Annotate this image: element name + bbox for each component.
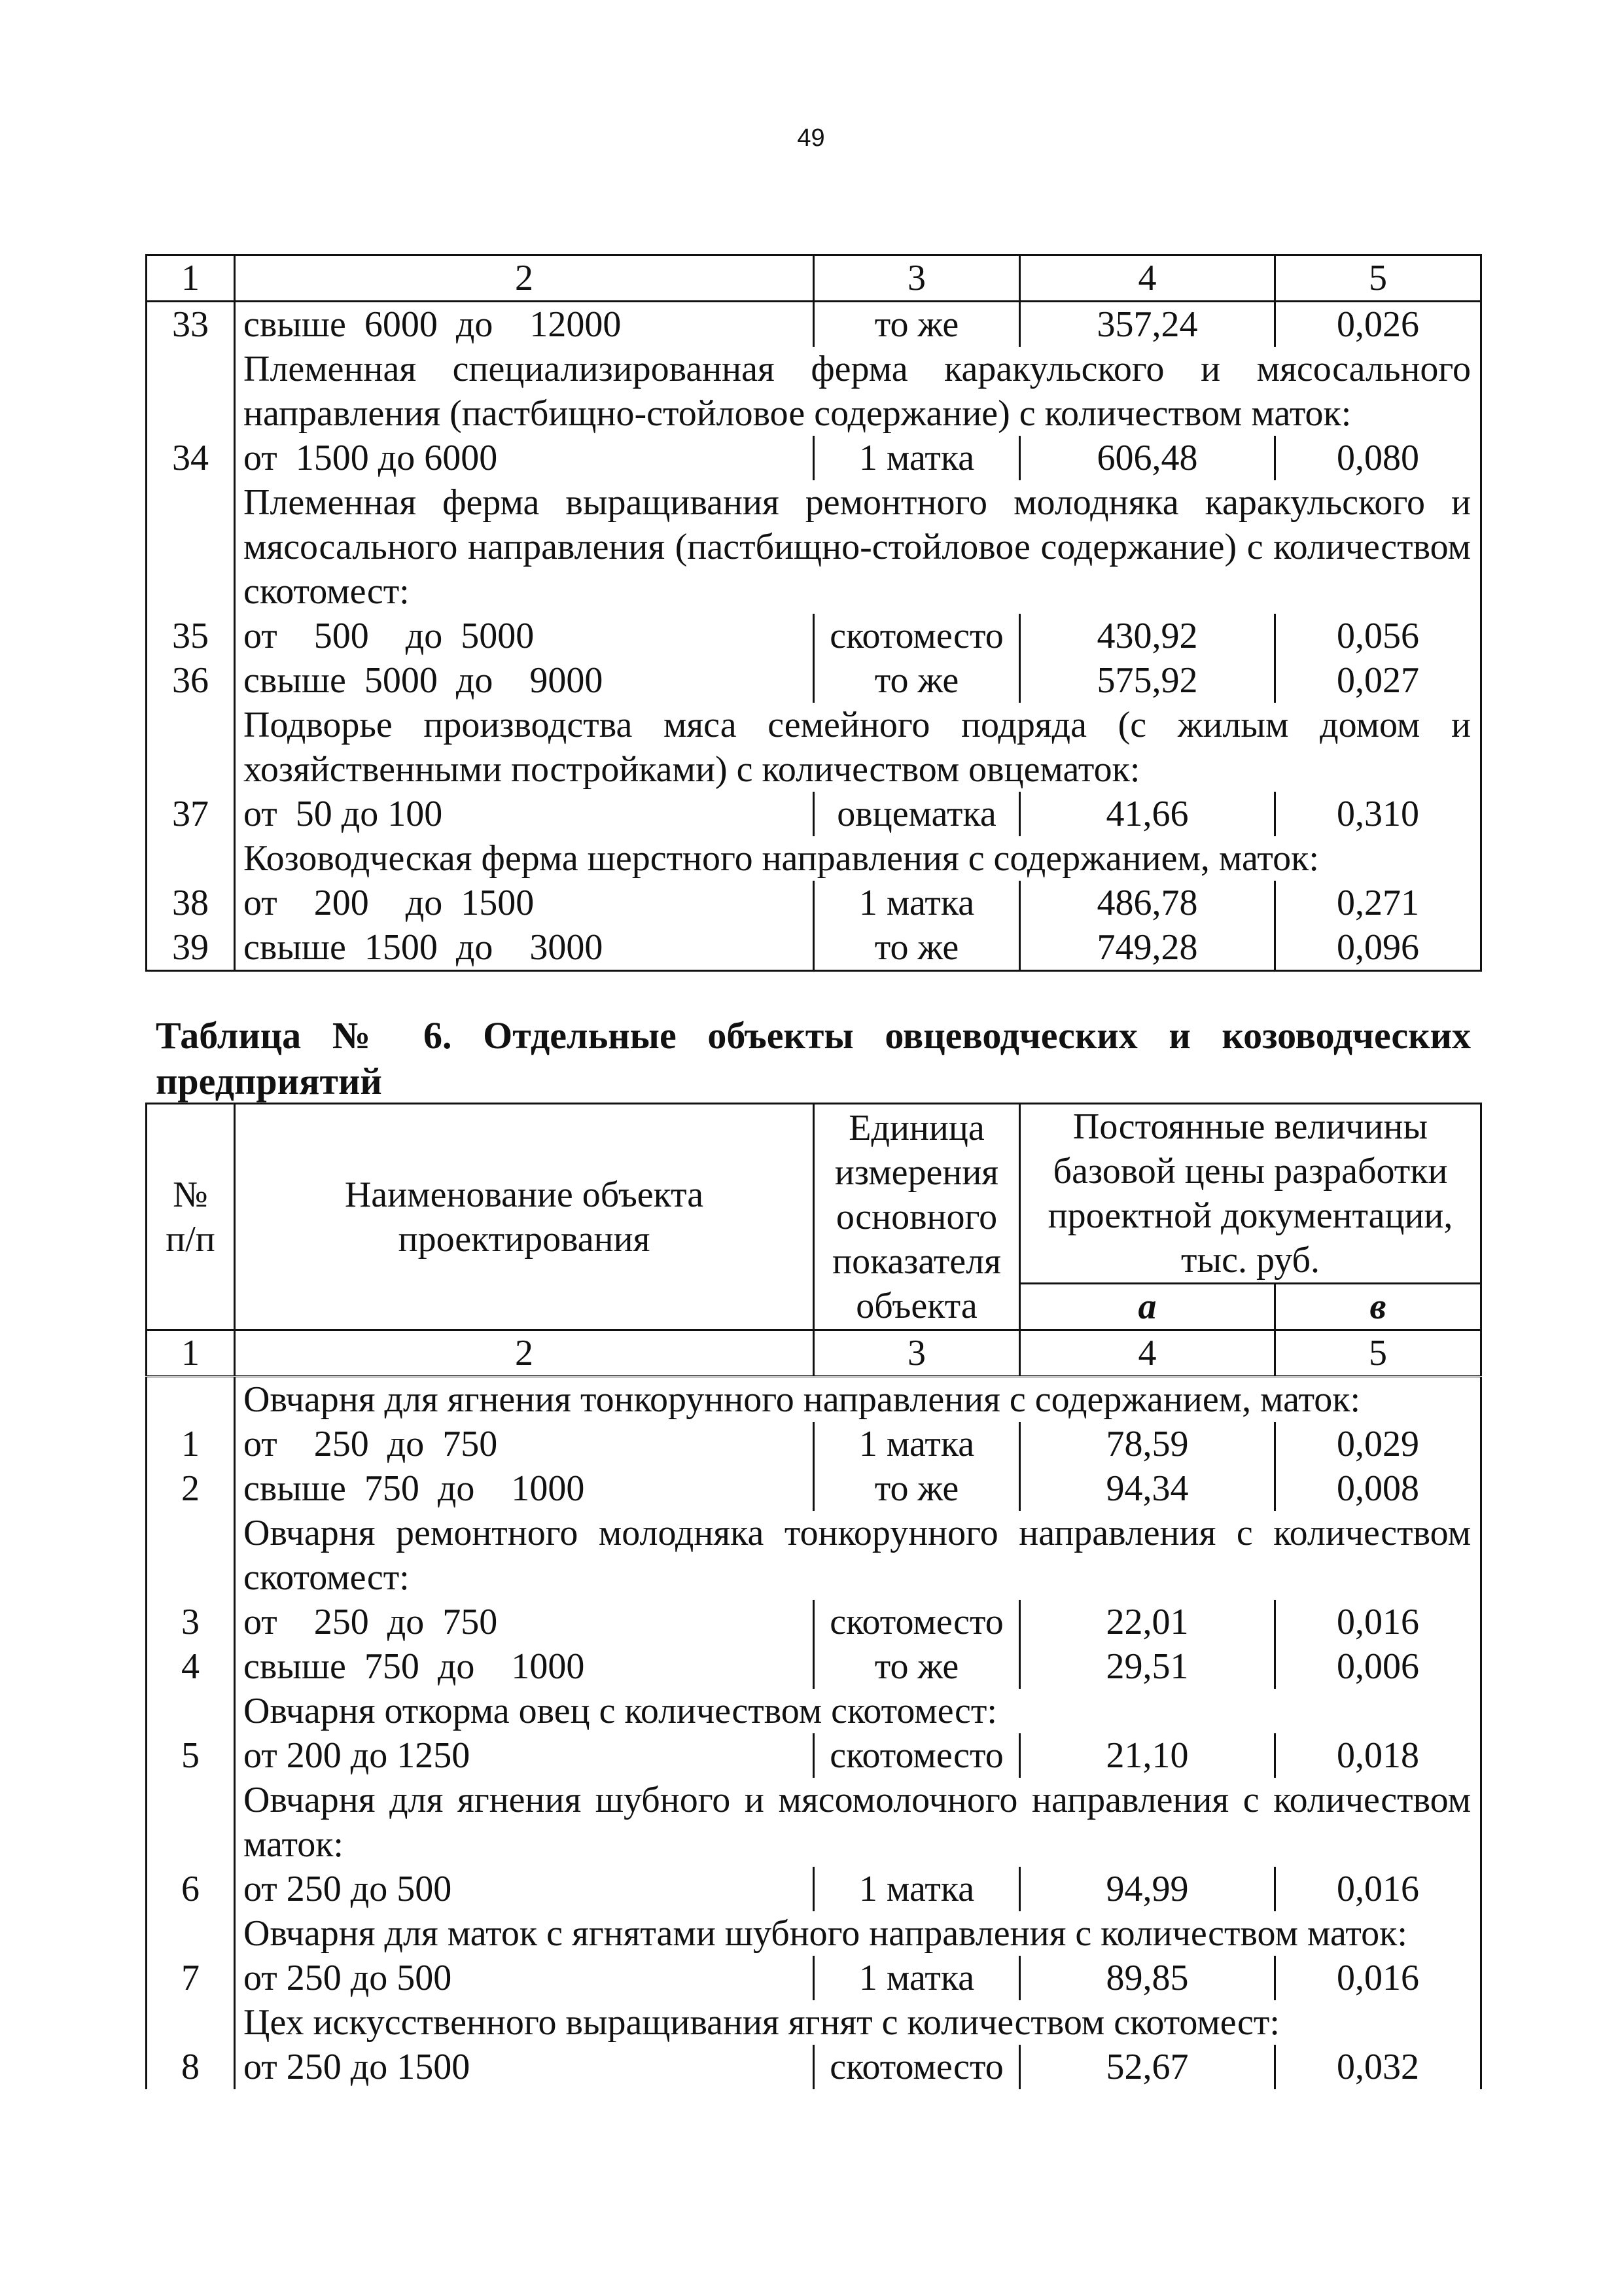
- table6-column-numbers: [147, 1330, 1481, 1377]
- table6-header-num: № п/п: [147, 1104, 235, 1330]
- row-number-cell: [147, 703, 235, 792]
- page-number: 49: [797, 124, 825, 152]
- object-name: от 500 до 5000: [243, 616, 535, 656]
- group-heading-row: [147, 1511, 1481, 1600]
- group-heading-text: Овчарня для ягнения тонкорунного направления с содержанием, маток:: [243, 1379, 1361, 1420]
- colnum-4: 4: [1020, 1330, 1275, 1377]
- table6-header-unit: Единица измерения основного показателя объекта: [814, 1104, 1020, 1330]
- colnum-5: 5: [1275, 255, 1481, 302]
- group-heading-row: [147, 347, 1481, 436]
- object-name: свыше 1500 до 3000: [243, 927, 603, 968]
- group-heading-text: Овчарня для маток с ягнятами шубного направления с количеством маток:: [243, 1913, 1407, 1954]
- row-number-cell: [147, 2000, 235, 2045]
- row-number: 8: [147, 2045, 235, 2089]
- base-price-a: 21,10: [1020, 1733, 1275, 1778]
- object-name: от 200 до 1250: [243, 1735, 470, 1776]
- table-row: [147, 1422, 1481, 1466]
- base-price-b: 0,016: [1275, 1600, 1481, 1644]
- unit-of-measure: скотоместо: [814, 2045, 1020, 2089]
- table-row: [147, 792, 1481, 836]
- group-heading-text: Племенная ферма выращивания ремонтного молодняка каракульского и мясосального направления (пастбищно-стойловое содержание) с количеством скотомест:: [243, 482, 1471, 612]
- row-number: 4: [147, 1644, 235, 1689]
- object-name: от 250 до 500: [243, 1958, 452, 1998]
- row-number-cell: [147, 1689, 235, 1733]
- unit-of-measure: 1 матка: [814, 1422, 1020, 1466]
- unit-of-measure: то же: [814, 658, 1020, 703]
- row-number-cell: [147, 1511, 235, 1600]
- row-number-cell: [147, 836, 235, 881]
- table-row: [147, 1600, 1481, 1644]
- row-number-cell: [147, 1911, 235, 1956]
- table6-caption-line2: предприятий: [156, 1060, 382, 1103]
- row-number: 38: [147, 881, 235, 925]
- base-price-b: 0,016: [1275, 1867, 1481, 1911]
- table6-caption: [156, 1013, 1471, 1104]
- object-name: от 250 до 1500: [243, 2047, 470, 2087]
- table6-caption-line1: Таблица № 6. Отдельные объекты овцеводческих и козоводческих: [156, 1014, 1471, 1057]
- base-price-a: 29,51: [1020, 1644, 1275, 1689]
- table-row: [147, 614, 1481, 658]
- table-row: [147, 1867, 1481, 1911]
- group-heading-row: [147, 1689, 1481, 1733]
- colnum-3: 3: [814, 1330, 1020, 1377]
- unit-of-measure: то же: [814, 925, 1020, 971]
- table-row: [147, 436, 1481, 480]
- group-heading-text: Овчарня откорма овец с количеством скотомест:: [243, 1691, 997, 1731]
- object-name: от 50 до 100: [243, 794, 443, 834]
- row-number-cell: [147, 480, 235, 614]
- table6-subheader-a: а: [1020, 1284, 1275, 1330]
- table-row: [147, 881, 1481, 925]
- base-price-b: 0,018: [1275, 1733, 1481, 1778]
- base-price-b: 0,310: [1275, 792, 1481, 836]
- row-number: 7: [147, 1956, 235, 2000]
- row-number-cell: [147, 1778, 235, 1867]
- base-price-a: 94,99: [1020, 1867, 1275, 1911]
- base-price-b: 0,029: [1275, 1422, 1481, 1466]
- row-number: 34: [147, 436, 235, 480]
- base-price-b: 0,026: [1275, 302, 1481, 347]
- row-number: 2: [147, 1466, 235, 1511]
- base-price-b: 0,006: [1275, 1644, 1481, 1689]
- base-price-b: 0,008: [1275, 1466, 1481, 1511]
- row-number: 3: [147, 1600, 235, 1644]
- group-heading-row: [147, 1911, 1481, 1956]
- row-number: 1: [147, 1422, 235, 1466]
- table-row: [147, 1466, 1481, 1511]
- table6-header-name: Наименование объекта проектирования: [235, 1104, 814, 1330]
- group-heading-text: Цех искусственного выращивания ягнят с количеством скотомест:: [243, 2002, 1280, 2043]
- base-price-a: 430,92: [1020, 614, 1275, 658]
- table-row: [147, 1733, 1481, 1778]
- unit-of-measure: скотоместо: [814, 1600, 1020, 1644]
- continued-table-column-numbers: [147, 255, 1481, 302]
- base-price-b: 0,056: [1275, 614, 1481, 658]
- group-heading-text: Подворье производства мяса семейного подряда (с жилым домом и хозяйственными постройками) с количеством овцематок:: [243, 705, 1471, 790]
- base-price-b: 0,032: [1275, 2045, 1481, 2089]
- colnum-1: 1: [147, 255, 235, 302]
- group-heading-row: [147, 1778, 1481, 1867]
- group-heading-row: [147, 480, 1481, 614]
- object-name: от 250 до 750: [243, 1424, 498, 1464]
- unit-of-measure: 1 матка: [814, 881, 1020, 925]
- object-name: свыше 750 до 1000: [243, 1646, 585, 1687]
- table-row: [147, 658, 1481, 703]
- base-price-a: 78,59: [1020, 1422, 1275, 1466]
- base-price-a: 89,85: [1020, 1956, 1275, 2000]
- continued-table: [145, 254, 1482, 972]
- row-number: 37: [147, 792, 235, 836]
- row-number: 33: [147, 302, 235, 347]
- object-name: от 1500 до 6000: [243, 438, 498, 478]
- base-price-b: 0,271: [1275, 881, 1481, 925]
- row-number: 6: [147, 1867, 235, 1911]
- base-price-b: 0,080: [1275, 436, 1481, 480]
- unit-of-measure: 1 матка: [814, 436, 1020, 480]
- table-row: [147, 302, 1481, 347]
- object-name: от 250 до 500: [243, 1869, 452, 1909]
- colnum-5: 5: [1275, 1330, 1481, 1377]
- group-heading-text: Овчарня для ягнения шубного и мясомолочного направления с количеством маток:: [243, 1780, 1472, 1865]
- row-number-cell: [147, 1377, 235, 1422]
- table-row: [147, 925, 1481, 971]
- base-price-b: 0,027: [1275, 658, 1481, 703]
- base-price-a: 749,28: [1020, 925, 1275, 971]
- group-heading-text: Овчарня ремонтного молодняка тонкорунного направления с количеством скотомест:: [243, 1513, 1472, 1598]
- table6-subheader-b: в: [1275, 1284, 1481, 1330]
- colnum-1: 1: [147, 1330, 235, 1377]
- unit-of-measure: скотоместо: [814, 1733, 1020, 1778]
- group-heading-row: [147, 2000, 1481, 2045]
- group-heading-text: Козоводческая ферма шерстного направления с содержанием, маток:: [243, 838, 1319, 879]
- object-name: свыше 750 до 1000: [243, 1468, 585, 1509]
- colnum-2: 2: [235, 1330, 814, 1377]
- unit-of-measure: то же: [814, 302, 1020, 347]
- group-heading-row: [147, 703, 1481, 792]
- table-row: [147, 1644, 1481, 1689]
- base-price-a: 606,48: [1020, 436, 1275, 480]
- unit-of-measure: скотоместо: [814, 614, 1020, 658]
- row-number-cell: [147, 347, 235, 436]
- base-price-a: 357,24: [1020, 302, 1275, 347]
- base-price-b: 0,016: [1275, 1956, 1481, 2000]
- unit-of-measure: овцематка: [814, 792, 1020, 836]
- row-number: 36: [147, 658, 235, 703]
- unit-of-measure: 1 матка: [814, 1956, 1020, 2000]
- base-price-a: 486,78: [1020, 881, 1275, 925]
- table-row: [147, 2045, 1481, 2089]
- base-price-a: 22,01: [1020, 1600, 1275, 1644]
- table6-header-price: Постоянные величины базовой цены разработки проектной документации, тыс. руб.: [1020, 1104, 1481, 1284]
- continued-table-body: [147, 302, 1481, 971]
- base-price-a: 94,34: [1020, 1466, 1275, 1511]
- table-row: [147, 1956, 1481, 2000]
- group-heading-text: Племенная специализированная ферма каракульского и мясосального направления (пастбищно-стойловое содержание) с количеством маток:: [243, 349, 1471, 434]
- object-name: от 200 до 1500: [243, 883, 535, 923]
- table6: [145, 1103, 1482, 2089]
- colnum-3: 3: [814, 255, 1020, 302]
- base-price-a: 52,67: [1020, 2045, 1275, 2089]
- object-name: свыше 5000 до 9000: [243, 660, 603, 701]
- base-price-a: 41,66: [1020, 792, 1275, 836]
- row-number: 39: [147, 925, 235, 971]
- group-heading-row: [147, 1377, 1481, 1422]
- unit-of-measure: 1 матка: [814, 1867, 1020, 1911]
- base-price-b: 0,096: [1275, 925, 1481, 971]
- group-heading-row: [147, 836, 1481, 881]
- row-number: 5: [147, 1733, 235, 1778]
- base-price-a: 575,92: [1020, 658, 1275, 703]
- colnum-2: 2: [235, 255, 814, 302]
- object-name: свыше 6000 до 12000: [243, 304, 622, 345]
- colnum-4: 4: [1020, 255, 1275, 302]
- unit-of-measure: то же: [814, 1466, 1020, 1511]
- unit-of-measure: то же: [814, 1644, 1020, 1689]
- object-name: от 250 до 750: [243, 1602, 498, 1642]
- row-number: 35: [147, 614, 235, 658]
- table6-body: [147, 1377, 1481, 2090]
